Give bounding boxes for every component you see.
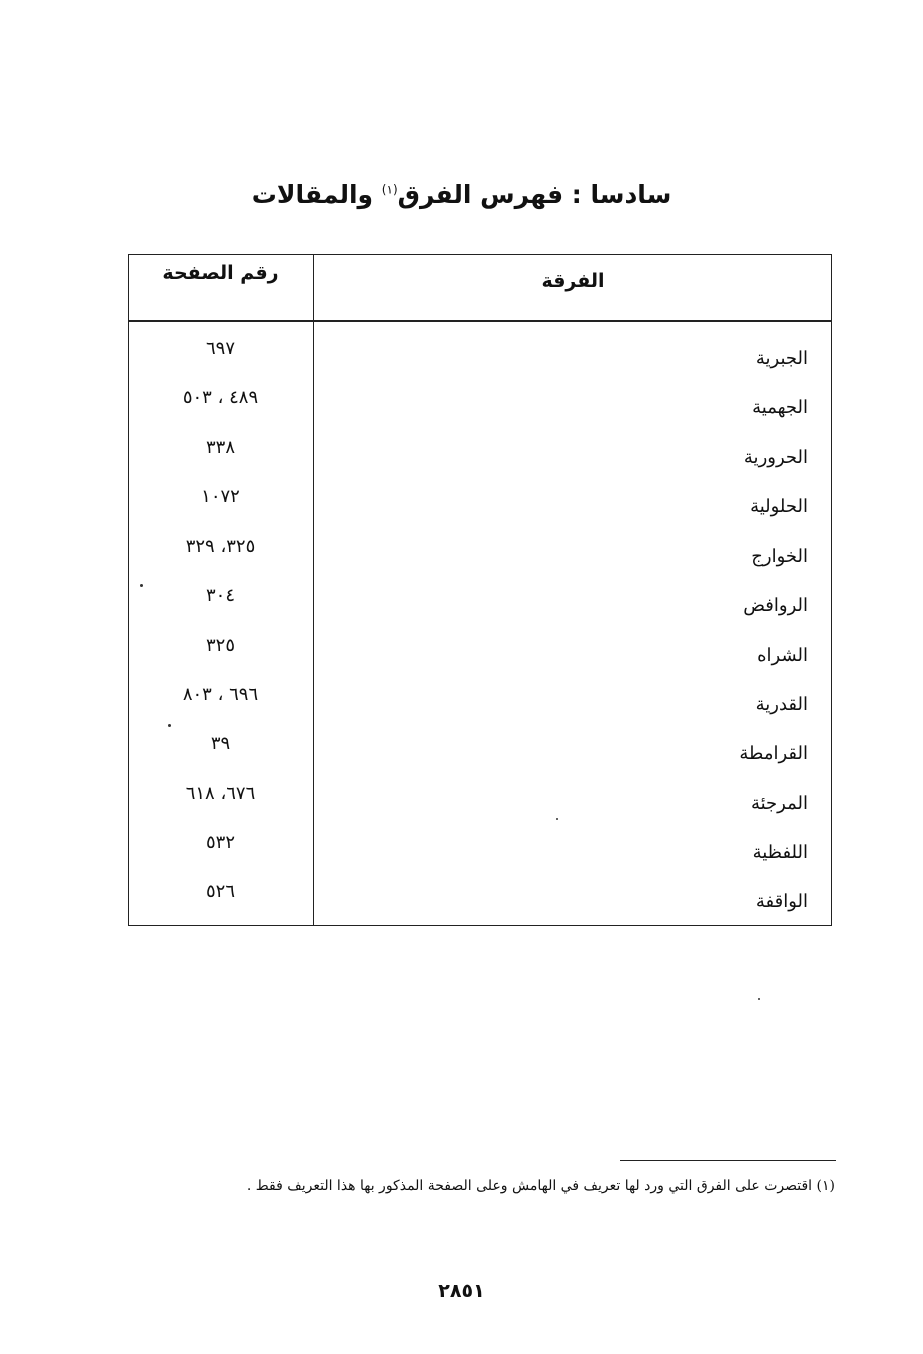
scan-speck bbox=[140, 584, 143, 587]
page-title bbox=[0, 180, 923, 209]
sect-name: الروافض bbox=[743, 595, 808, 616]
sect-name: الخوارج bbox=[751, 546, 808, 567]
sect-name: الجهمية bbox=[752, 397, 808, 418]
table-row bbox=[128, 437, 832, 481]
table-row bbox=[128, 635, 832, 679]
sect-name: الواقفة bbox=[755, 891, 808, 912]
sect-pages: ٦٧٦، ٦١٨ bbox=[185, 783, 256, 804]
page-number: ٢٨٥١ bbox=[438, 1280, 485, 1302]
sect-name: المرجئة bbox=[750, 793, 808, 814]
sect-pages: ٤٨٩ ، ٥٠٣ bbox=[182, 387, 259, 408]
table-row bbox=[128, 486, 832, 530]
table-row bbox=[128, 832, 832, 876]
sect-pages: ٦٩٧ bbox=[205, 338, 235, 359]
sect-pages: ٣٢٥ bbox=[205, 635, 235, 656]
sect-pages: ٥٣٢ bbox=[205, 832, 235, 853]
sect-pages: ٦٩٦ ، ٨٠٣ bbox=[182, 684, 259, 705]
sect-name: الجبرية bbox=[755, 348, 808, 369]
footnote bbox=[247, 1178, 835, 1194]
table-row bbox=[128, 733, 832, 777]
scan-speck bbox=[758, 998, 760, 1000]
sect-name: اللفظية bbox=[752, 842, 808, 863]
sect-name: الحلولية bbox=[750, 496, 808, 517]
table-row bbox=[128, 338, 832, 382]
column-header-sect: الفرقة bbox=[541, 270, 605, 292]
sect-pages: ١٠٧٢ bbox=[201, 486, 240, 507]
scan-speck bbox=[556, 818, 558, 820]
title-text: سادسا : فهرس الفرق bbox=[397, 180, 672, 209]
column-header-page: رقم الصفحة bbox=[162, 262, 279, 284]
sect-pages: ٣٢٥، ٣٢٩ bbox=[185, 536, 256, 557]
sect-name: القدرية bbox=[755, 694, 808, 715]
title-suffix: والمقالات bbox=[251, 180, 374, 209]
sect-name: القرامطة bbox=[739, 743, 808, 764]
sect-pages: ٣٩ bbox=[210, 733, 231, 754]
title-footnote-marker: (١) bbox=[381, 182, 398, 197]
table-row bbox=[128, 684, 832, 728]
sect-pages: ٣٣٨ bbox=[205, 437, 235, 458]
table-row bbox=[128, 783, 832, 827]
table-row bbox=[128, 585, 832, 629]
table-row bbox=[128, 387, 832, 431]
table-row bbox=[128, 881, 832, 925]
sect-pages: ٥٢٦ bbox=[205, 881, 235, 902]
sect-name: الحرورية bbox=[743, 447, 808, 468]
table-header-divider bbox=[128, 320, 832, 322]
footnote-text: اقتصرت على الفرق التي ورد لها تعريف في الهامش وعلى الصفحة المذكور بها هذا التعريف فقط . bbox=[246, 1178, 813, 1194]
footnote-marker: (١) bbox=[816, 1178, 835, 1194]
footnote-separator bbox=[620, 1160, 836, 1161]
table-row bbox=[128, 536, 832, 580]
scan-speck bbox=[168, 724, 171, 727]
sect-name: الشراه bbox=[757, 645, 808, 666]
sect-pages: ٣٠٤ bbox=[205, 585, 235, 606]
